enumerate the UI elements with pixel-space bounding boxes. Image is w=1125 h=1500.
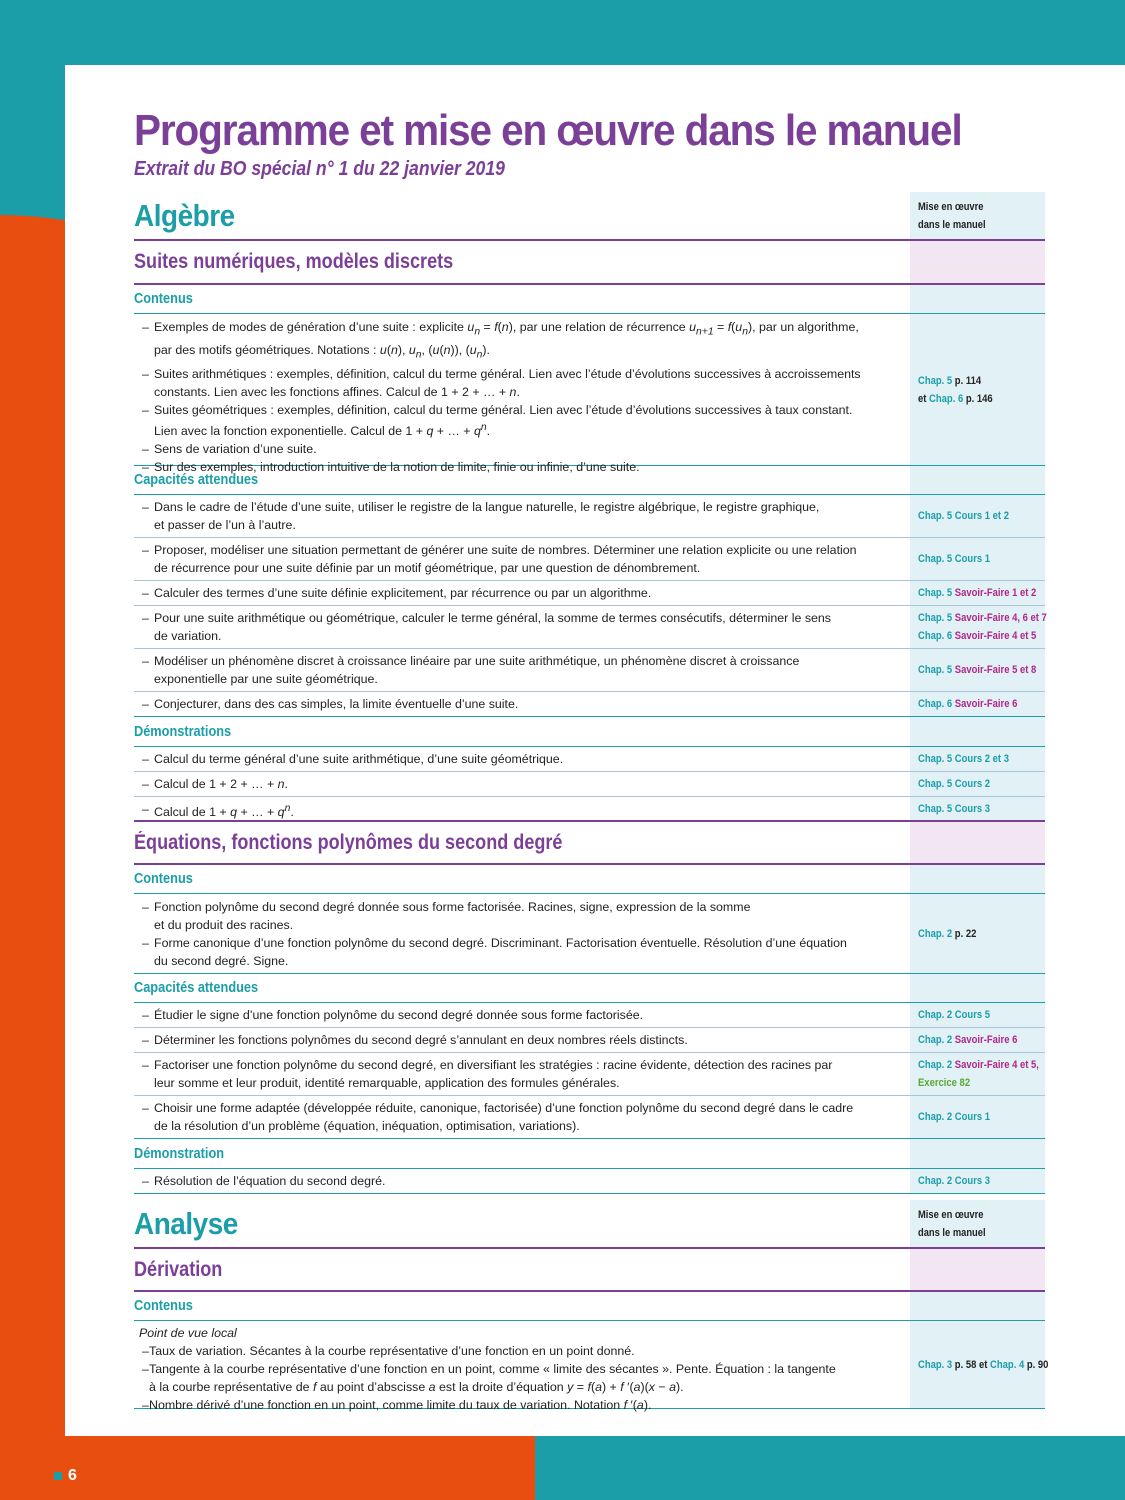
table-row [134, 1169, 1045, 1194]
list-item-continuation: constants. Lien avec les fonctions affines. Calcul de 1 + 2 + … + n. [154, 384, 520, 399]
row-text: – Factoriser une fonction polynôme du second degré, en diversifiant les stratégies : racine évidente, détection des racines par [134, 1056, 910, 1074]
manual-reference: Chap. 5 Cours 2 et 3 [918, 753, 1009, 765]
manual-reference: Chap. 6 Savoir-Faire 6 [918, 698, 1018, 710]
manual-reference: Chap. 5 p. 114 et Chap. 6 p. 146 [918, 374, 993, 405]
list-item-continuation: du second degré. Signe. [154, 954, 289, 968]
manual-reference: Chap. 2 Savoir-Faire 4 et 5, Exercice 82 [918, 1059, 1039, 1089]
demonstrations-label: Démonstrations [134, 723, 232, 740]
suites-contenus-row [134, 314, 1045, 475]
page-subtitle: Extrait du BO spécial n° 1 du 22 janvier 2019 [134, 158, 505, 180]
list-item: – Suites arithmétiques : exemples, définition, calcul du terme général. Lien avec l’étude d’évolutions successives à accroissements [134, 365, 910, 383]
manual-reference: Chap. 5 Savoir-Faire 5 et 8 [918, 664, 1037, 676]
manual-reference: Chap. 3 p. 58 et Chap. 4 p. 90 [918, 1358, 1049, 1371]
teal-bottom-band [535, 1436, 1125, 1500]
manual-reference: Chap. 5 Cours 1 [918, 553, 991, 565]
list-item: – Fonction polynôme du second degré donnée sous forme factorisée. Racines, signe, expression de la somme [134, 898, 910, 916]
list-item-continuation: par des motifs géométriques. Notations : u(n), $u_n$, (u(n)), $(u_n)$. [154, 343, 490, 361]
row-text: de la résolution d’un problème (équation, inéquation, optimisation, variations). [154, 1119, 580, 1133]
table-row [134, 495, 1045, 538]
row-text: exponentielle par une suite géométrique. [154, 672, 378, 686]
list-item: – Taux de variation. Sécantes à la courbe représentative d’une fonction en un point donné. [134, 1342, 910, 1360]
suites-capacites-label-row [134, 466, 1045, 495]
manual-reference: Chap. 2 Cours 3 [918, 1175, 991, 1187]
derivation-heading: Dérivation [134, 1257, 223, 1281]
manual-reference: Chap. 5 Cours 2 [918, 778, 991, 790]
table-row [134, 692, 1045, 717]
demonstration-label: Démonstration [134, 1145, 225, 1162]
analyse-heading: Analyse [134, 1205, 238, 1241]
row-text: – Déterminer les fonctions polynômes du second degré s’annulant en deux nombres réels distincts. [134, 1031, 910, 1049]
side-header-line2: dans le manuel [918, 218, 986, 231]
manual-reference: Chap. 5 Savoir-Faire 4, 6 et 7 Chap. 6 Savoir-Faire 4 et 5 [918, 612, 1047, 642]
row-text: – Choisir une forme adaptée (développée réduite, canonique, factorisée) d’une fonction polynôme du second degré dans le cadre [134, 1099, 910, 1117]
row-text: – Conjecturer, dans des cas simples, la limite éventuelle d’une suite. [134, 695, 910, 713]
row-text: et passer de l’un à l’autre. [154, 518, 296, 532]
side-header [910, 192, 1045, 239]
row-text: – Modéliser un phénomène discret à croissance linéaire par une suite arithmétique, un phénomène discret à croissance [134, 652, 910, 670]
contenus-label: Contenus [134, 291, 193, 307]
suites-demos-label-row [134, 717, 1045, 747]
row-text: de récurrence pour une suite définie par un motif géométrique, par une question de dénombrement. [154, 561, 701, 575]
manual-reference: Chap. 5 Cours 1 et 2 [918, 510, 1009, 522]
capacites-label: Capacités attendues [134, 472, 259, 488]
algebre-heading: Algèbre [134, 197, 235, 233]
side-header [910, 1200, 1045, 1247]
list-item-continuation: Lien avec la fonction exponentielle. Calcul de 1 + q + … + $q^n$. [154, 421, 491, 439]
algebre-heading-row [134, 192, 1045, 241]
list-item-continuation: et du produit des racines. [154, 918, 294, 932]
table-row [134, 1053, 1045, 1096]
row-text: – Calcul de 1 + 2 + … + n. [134, 775, 910, 793]
side-header-line1: Mise en œuvre [918, 200, 984, 213]
equations-heading: Équations, fonctions polynômes du second degré [134, 830, 563, 854]
folio-square-icon [54, 1472, 62, 1480]
algebre-section [134, 192, 1045, 1194]
row-text: – Proposer, modéliser une situation permettant de générer une suite de nombres. Déterminer une relation explicite ou une relation [134, 541, 910, 559]
table-row [134, 747, 1045, 772]
table-row [134, 1096, 1045, 1139]
table-row [134, 797, 1045, 822]
derivation-heading-row [134, 1249, 1045, 1292]
table-row [134, 581, 1045, 606]
suites-contenus-label-row [134, 285, 1045, 314]
list-item: – Tangente à la courbe représentative d’une fonction en un point, comme « limite des sécantes ». Pente. Équation : la tangente [134, 1360, 910, 1378]
derivation-contenus-row [134, 1321, 1049, 1412]
side-header-line1: Mise en œuvre [918, 1208, 984, 1221]
table-row [134, 606, 1045, 649]
suites-heading: Suites numériques, modèles discrets [134, 250, 454, 273]
manual-reference: Chap. 2 p. 22 [918, 927, 977, 940]
list-item-continuation: à la courbe représentative de f au point d’abscisse a est la droite d’équation y = f(a) + f ′(a)(x − a). [149, 1380, 684, 1394]
contenus-label: Contenus [134, 1298, 193, 1314]
analyse-section [134, 1200, 1049, 1412]
side-header-line2: dans le manuel [918, 1226, 986, 1239]
manual-reference: Chap. 2 Savoir-Faire 6 [918, 1034, 1018, 1046]
equations-demo-label-row [134, 1139, 1045, 1169]
manual-reference: Chap. 5 Savoir-Faire 1 et 2 [918, 587, 1037, 599]
row-text: de variation. [154, 629, 222, 643]
row-text: – Résolution de l’équation du second degré. [134, 1172, 910, 1190]
manual-reference: Chap. 5 Cours 3 [918, 802, 991, 815]
row-text: leur somme et leur produit, identité remarquable, application des formules générales. [154, 1076, 620, 1090]
row-text: – Pour une suite arithmétique ou géométrique, calculer le terme général, la somme de termes consécutifs, déterminer le sens [134, 609, 910, 627]
equations-capacites-label-row [134, 974, 1045, 1003]
derivation-contenus-label-row [134, 1292, 1045, 1321]
row-text: – Dans le cadre de l’étude d’une suite, utiliser le registre de la langue naturelle, le registre algébrique, le registre graphique, [134, 498, 910, 516]
list-item: – Suites géométriques : exemples, définition, calcul du terme général. Lien avec l’étude d’évolutions successives à taux constant. [134, 401, 910, 419]
contenus-label: Contenus [134, 871, 193, 887]
manual-reference: Chap. 2 Cours 1 [918, 1111, 991, 1123]
row-text: – Calcul de 1 + q + … + $q^n$. [134, 800, 910, 821]
suites-heading-row [134, 241, 1045, 285]
list-item: – Forme canonique d’une fonction polynôme du second degré. Discriminant. Factorisation éventuelle. Résolution d’une équation [134, 934, 910, 952]
row-text: – Calculer des termes d’une suite définie explicitement, par récurrence ou par un algorithme. [134, 584, 910, 602]
table-row [134, 772, 1045, 797]
table-row [134, 1003, 1045, 1028]
page-folio [54, 1467, 77, 1485]
row-text: – Étudier le signe d’une fonction polynôme du second degré donnée sous forme factorisée. [134, 1006, 910, 1024]
list-item: – Nombre dérivé d’une fonction en un point, comme limite du taux de variation. Notation f ′(a). [134, 1396, 910, 1414]
page-title: Programme et mise en œuvre dans le manuel [134, 106, 962, 155]
derivation-intro: Point de vue local [139, 1326, 237, 1340]
equations-contenus-label-row [134, 865, 1045, 894]
table-row [134, 538, 1045, 581]
capacites-label: Capacités attendues [134, 980, 259, 996]
table-row [134, 649, 1045, 692]
row-text: – Calcul du terme général d’une suite arithmétique, d’une suite géométrique. [134, 750, 910, 768]
manual-reference: Chap. 2 Cours 5 [918, 1009, 991, 1021]
table-row [134, 1028, 1045, 1053]
page-number: 6 [68, 1467, 77, 1484]
analyse-heading-row [134, 1200, 1045, 1249]
equations-contenus-row [134, 894, 1045, 974]
list-item: – Exemples de modes de génération d’une suite : explicite $u_n = f(n)$, par une relation de récurrence $u_{n+1} = f(u_n)$, par un algorithme, [134, 318, 910, 341]
list-item: – Sens de variation d’une suite. [134, 440, 910, 458]
list-item: – Sur des exemples, introduction intuitive de la notion de limite, finie ou infinie, d’une suite. [134, 458, 910, 476]
equations-heading-row [134, 822, 1045, 865]
